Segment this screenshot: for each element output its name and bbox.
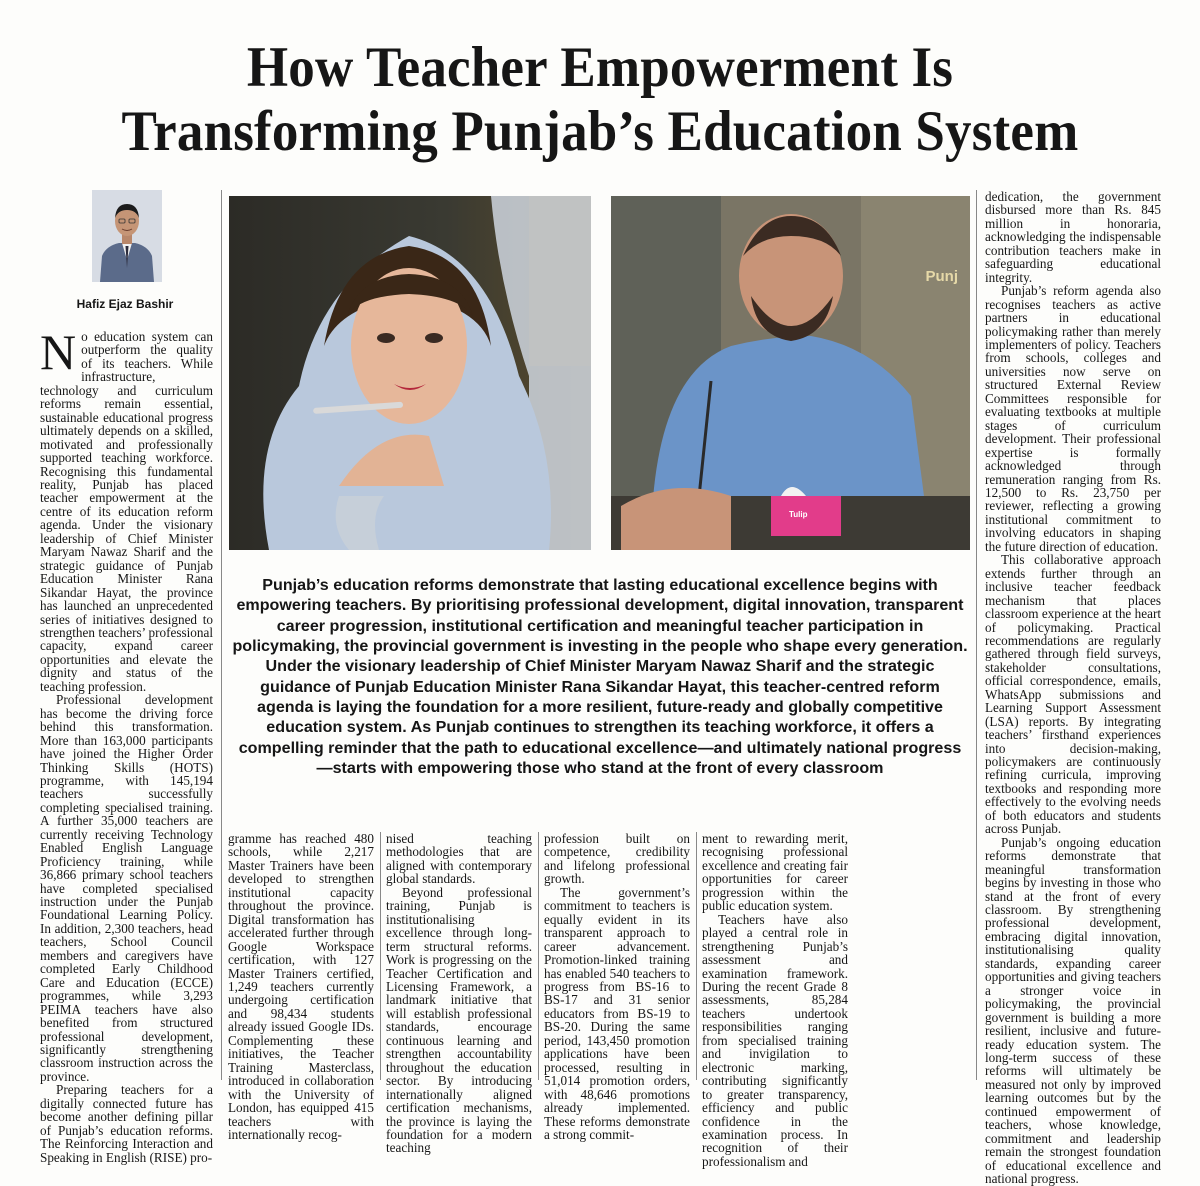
column-1-paragraph-3: Preparing teachers for a digitally connected future has become another defining pillar of Punjab’s education reforms. The Reinforcing Interaction and Speaking in English (RISE) pro- bbox=[40, 1082, 213, 1165]
column-divider bbox=[976, 190, 977, 1080]
article-column-2 bbox=[228, 831, 374, 1142]
headline-line-1: How Teacher Empowerment Is bbox=[246, 36, 954, 99]
column-6-paragraph-4: Punjab’s ongoing education reforms demonstrate that meaningful transformation begins by investing in those who stand at the front of every classroom. By strengthening professional development, embracing digital innovation, institutionalising quality standards, expanding career opportunities and giving teachers a stronger voice in policymaking, the provincial government is building a more resilient, inclusive and future-ready education system. The long-term success of these reforms will ultimately be measured not only by improved learning outcomes but by the continued empowerment of teachers, whose knowledge, commitment and leadership remain the strongest foundation of educational excellence and national progress. bbox=[985, 834, 1161, 1186]
column-6-paragraph-3: This collaborative approach extends further through an inclusive teacher feedback mechanism that places classroom experience at the heart of policymaking. Practical recommendations are regularly gathered through field surveys, stakeholder consultations, official correspondence, emails, WhatsApp submissions and Learning Support Assessment (LSA) reports. By integrating teachers’ firsthand experiences into decision-making, policymakers are continuously refining curricula, improving textbooks and responding more effectively to the evolving needs of both educators and students across Punjab. bbox=[985, 552, 1161, 837]
photo-backdrop-text: Punj bbox=[925, 268, 958, 285]
column-3-paragraph-1: nised teaching methodologies that are aligned with contemporary global standards. bbox=[386, 831, 532, 887]
column-4-paragraph-2: The government’s commitment to teachers is equally evident in its transparent approach to career advancement. Promotion-linked training has enabled 540 teachers to progress from BS-16 to BS-17 and 31 senior educators from BS-19 to BS-20. During the same period, 143,450 promotion applications have been processed, resulting in 51,014 promotion orders, with 48,646 promotions already implemented. These reforms demonstrate a strong commit- bbox=[544, 884, 690, 1142]
column-divider bbox=[221, 190, 222, 1080]
tissue-box-label: Tulip bbox=[789, 510, 808, 519]
article-column-5 bbox=[702, 831, 848, 1169]
column-divider bbox=[538, 832, 539, 1080]
column-2-paragraph-1: gramme has reached 480 schools, while 2,217 Master Trainers have been developed to strengthen institutional capacity throughout the province. Digital transformation has accelerated further through Google Workspace certification, with 127 Master Trainers certified, 1,249 teachers currently undergoing certification and 98,434 students already issued Google IDs. Complementing these initiatives, the Teacher Training Masterclass, introduced in collaboration with the University of London, has equipped 415 teachers with internationally recog- bbox=[228, 831, 374, 1142]
column-5-paragraph-2: Teachers have also played a central role in strengthening Punjab’s assessment and examination framework. During the recent Grade 8 assessments, 85,284 teachers undertook responsibilities ranging from specialised training and invigilation to electronic marking, contributing significantly to greater transparency, efficiency and public confidence in the examination process. In recognition of their professionalism and bbox=[702, 911, 848, 1169]
headline-line-2: Transforming Punjab’s Education System bbox=[121, 100, 1079, 163]
column-1-paragraph-1-text: o education system can outperform the quality of its teachers. While infrastructure, technology and curriculum reforms remain essential, sustainable educational progress ultimately depends on a skilled, motivated and professionally supported teaching workforce. Recognising this fundamental reality, Punjab has placed teacher empowerment at the centre of its education reform agenda. Under the visionary leadership of Chief Minister Maryam Nawaz Sharif and the strategic guidance of Punjab Education Minister Rana Sikandar Hayat, the province has launched an unprecedented series of initiatives designed to strengthen teachers’ professional capacity, expand career opportunities and elevate the dignity and status of the teaching profession. bbox=[40, 329, 213, 694]
headline bbox=[61, 36, 1140, 164]
column-4-paragraph-1: profession built on competence, credibility and lifelong professional growth. bbox=[544, 831, 690, 887]
article-column-6 bbox=[985, 189, 1161, 1186]
article-column-4 bbox=[544, 831, 690, 1142]
column-6-paragraph-1: dedication, the government disbursed more than Rs. 845 million in honoraria, acknowledging the indispensable contribution teachers make in safeguarding educational integrity. bbox=[985, 189, 1161, 285]
article-column-3 bbox=[386, 831, 532, 1156]
photo-education-minister bbox=[611, 196, 970, 550]
column-divider bbox=[696, 832, 697, 1080]
photo-chief-minister bbox=[229, 196, 591, 550]
column-6-paragraph-2: Punjab’s reform agenda also recognises teachers as active partners in educational policymaking rather than merely implementers of policy. Teachers from schools, colleges and universities now serve on structured External Review Committees responsible for evaluating textbooks at multiple stages of curriculum development. Their professional expertise is formally acknowledged through remuneration ranging from Rs. 12,500 to Rs. 23,750 per reviewer, reflecting a growing institutional commitment to involving educators in shaping the future direction of education. bbox=[985, 283, 1161, 554]
article-column-1 bbox=[40, 324, 213, 1165]
chief-minister-photo-image bbox=[229, 196, 591, 550]
education-minister-photo-image bbox=[611, 196, 970, 550]
author-byline: Hafiz Ejaz Bashir bbox=[76, 297, 174, 311]
column-5-paragraph-1: ment to rewarding merit, recognising professional excellence and creating fair opportunities for career progression within the public education system. bbox=[702, 831, 848, 914]
pull-quote: Punjab’s education reforms demonstrate that lasting educational excellence begins with empowering teachers. By prioritising professional development, digital innovation, transparent career progression, institutional certification and meaningful teacher participation in policymaking, the provincial government is investing in the people who shape every generation. Under the visionary leadership of Chief Minister Maryam Nawaz Sharif and the strategic guidance of Punjab Education Minister Rana Sikandar Hayat, this teacher-centred reform agenda is laying the foundation for a more resilient, future-ready and globally competitive education system. As Punjab continues to strengthen its teaching workforce, it offers a compelling reminder that the path to educational excellence—and ultimately national progress—starts with empowering those who stand at the front of every classroom bbox=[232, 576, 968, 778]
column-divider bbox=[380, 832, 381, 1080]
column-3-paragraph-2: Beyond professional training, Punjab is institutionalising excellence through long-term structural reforms. Work is progressing on the Teacher Certification and Licensing Framework, a landmark initiative that will establish professional standards, encourage continuous learning and strengthen accountability throughout the education sector. By introducing internationally aligned certification mechanisms, the province is laying the foundation for a modern teaching bbox=[386, 884, 532, 1156]
column-1-paragraph-1 bbox=[40, 324, 213, 694]
drop-cap: N bbox=[40, 324, 77, 380]
author-photo bbox=[92, 190, 162, 282]
column-1-paragraph-2: Professional development has become the driving force behind this transformation. More than 163,000 participants have joined the Higher Order Thinking Skills (HOTS) programme, with 145,194 teachers successfully completing specialised training. A further 35,000 teachers are currently receiving Technology Enabled English Language Proficiency training, while 36,866 primary school teachers have completed specialised instruction under the Punjab Foundational Learning Policy. In addition, 2,300 teachers, head teachers, School Council members and caregivers have completed Early Childhood Care and Education (ECCE) programmes, while 3,293 PEIMA teachers have also benefited from structured professional development, significantly strengthening classroom instruction across the province. bbox=[40, 692, 213, 1084]
author-portrait-image bbox=[92, 190, 162, 282]
